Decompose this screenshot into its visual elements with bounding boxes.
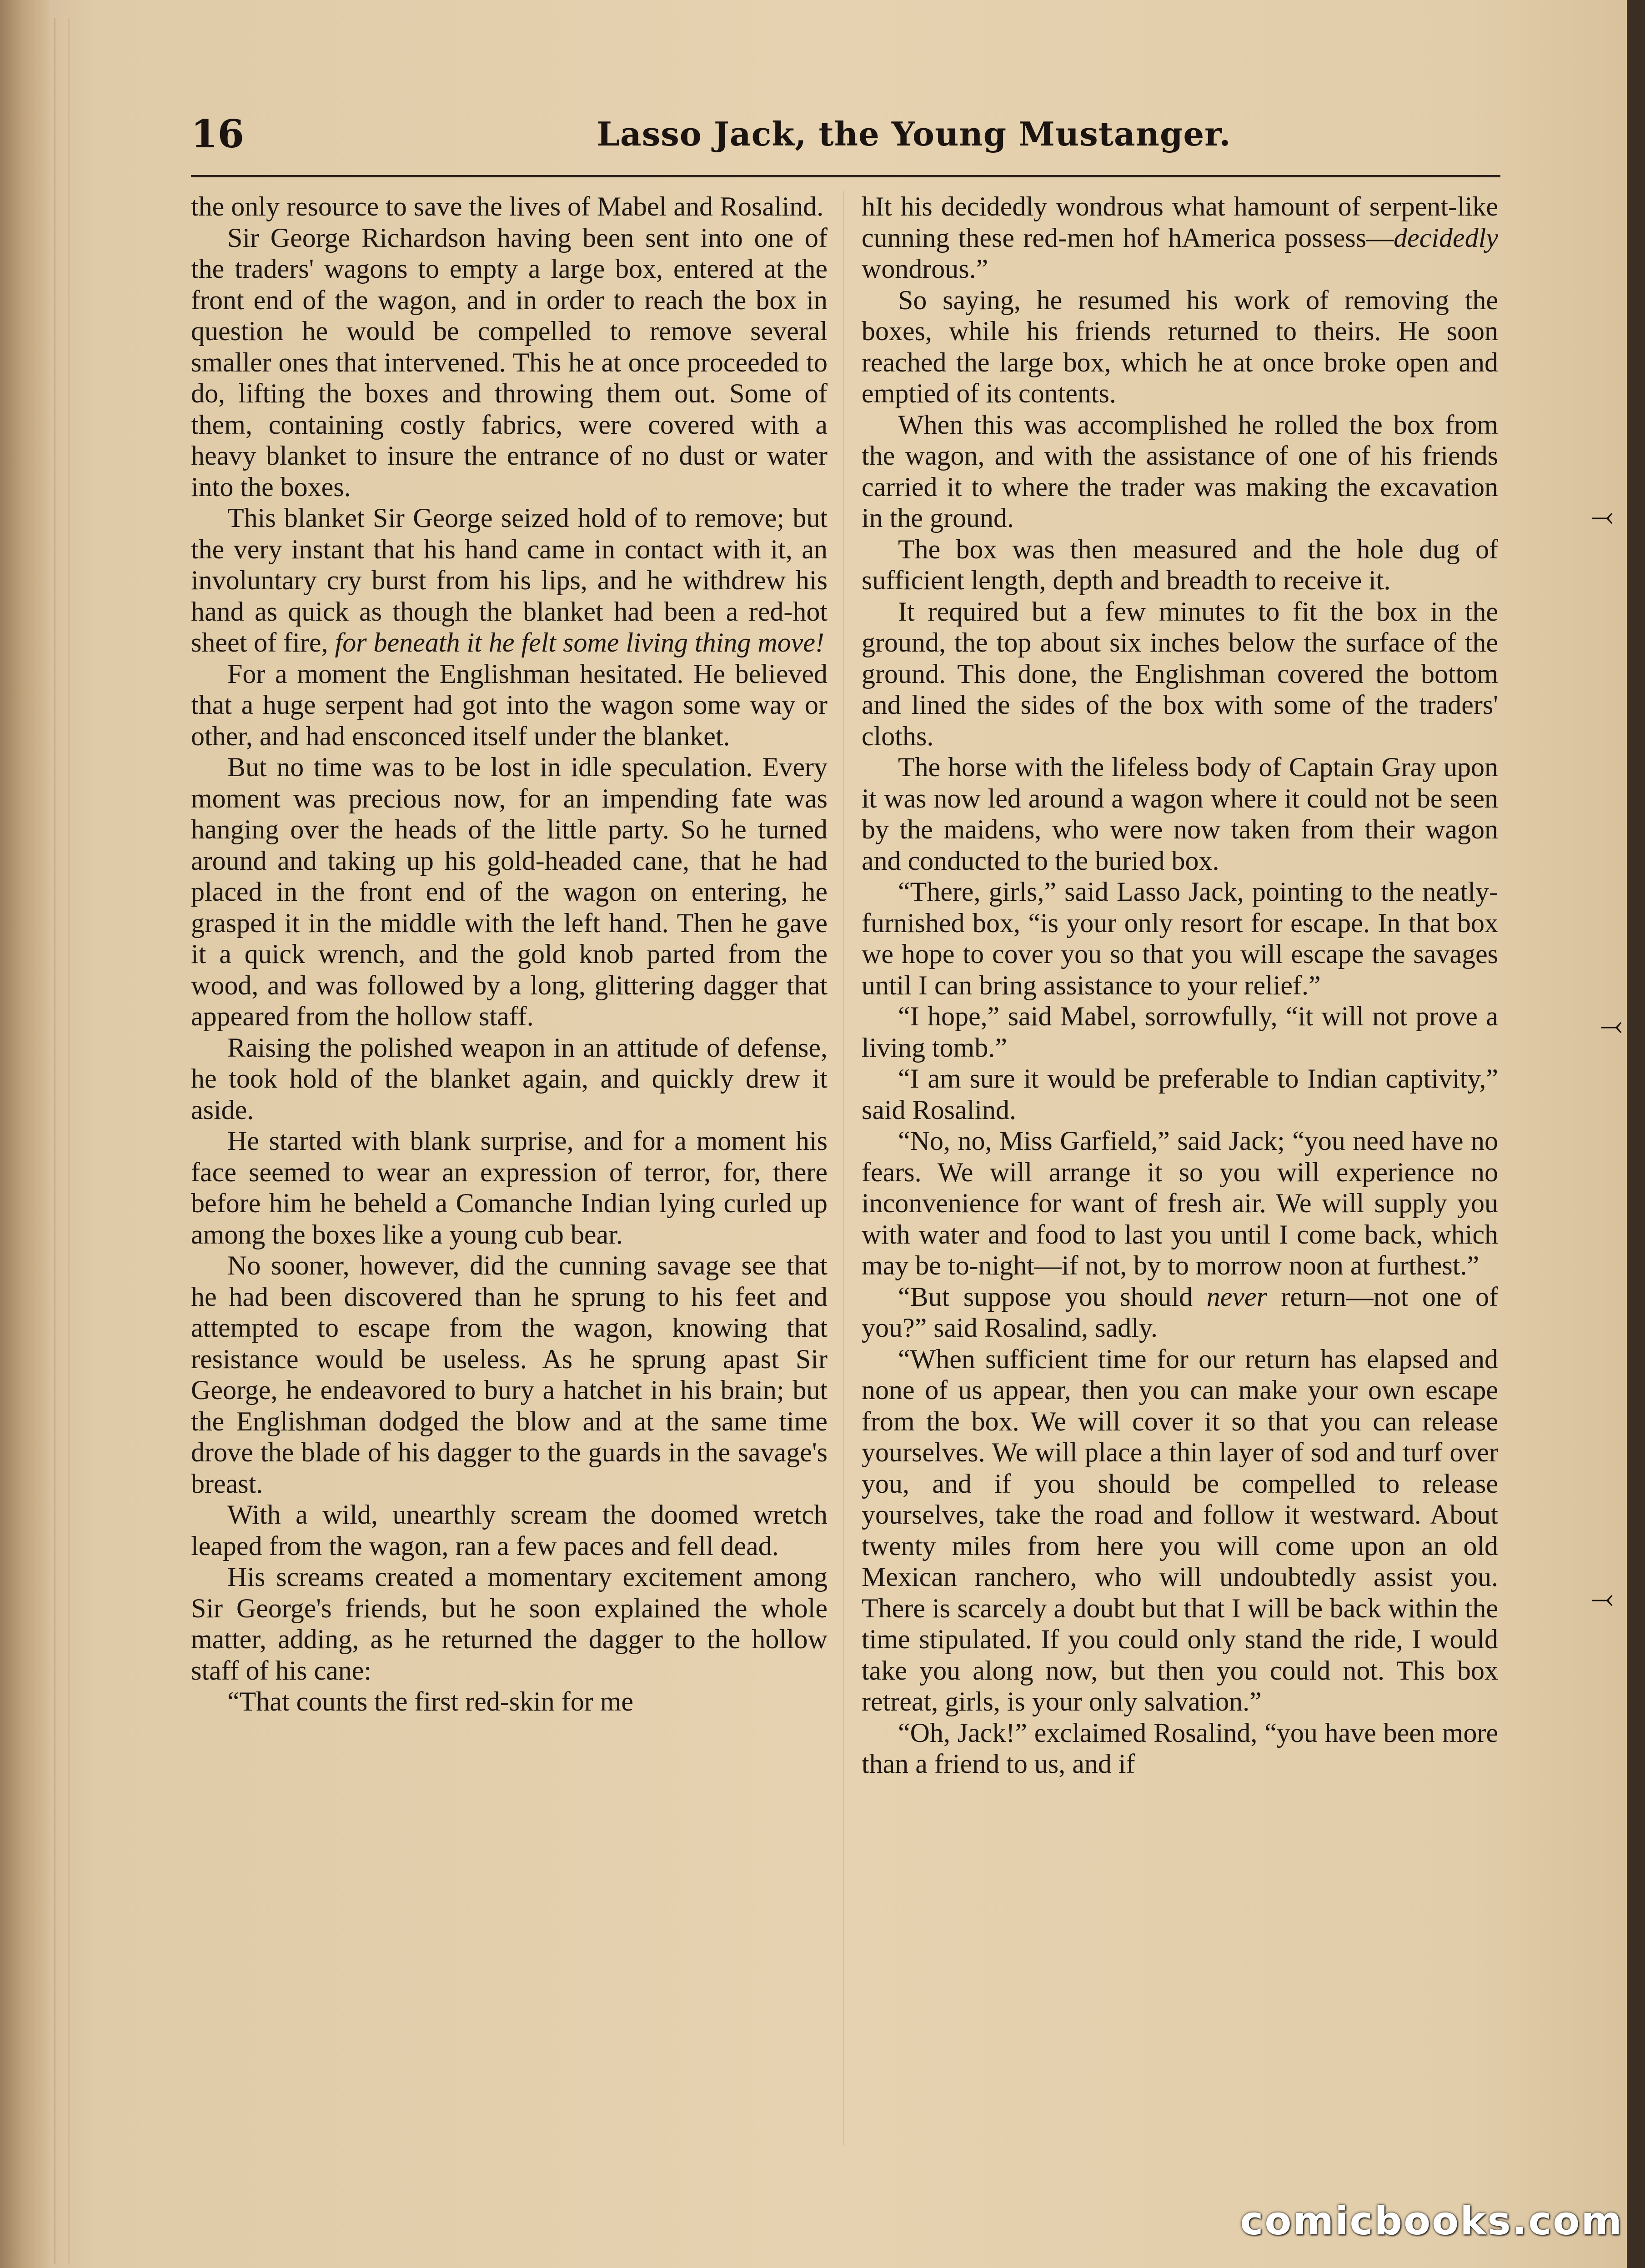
italic-emphasis: never [1206,1281,1267,1312]
page-header [191,109,1500,159]
paragraph: So saying, he resumed his work of removing the boxes, while his friends returned to theirs. He soon reached the large box, which he at once broke open and emptied of its contents. [862,285,1498,408]
paragraph-text: wondrous.” [862,254,988,284]
running-title: Lasso Jack, the Young Mustanger. [597,115,1231,153]
binding-margin [54,18,70,2264]
paragraph: For a moment the Englishman hesitated. He believed that a huge serpent had got into the wagon some way or other, and had ensconced itself under the blanket. [191,658,828,751]
paragraph: The box was then measured and the hole dug of sufficient length, depth and breadth to receive it. [862,534,1498,595]
paragraph: When this was accomplished he rolled the box from the wagon, and with the assistance of one of his friends carried it to where the trader was making the excavation in the ground. [862,409,1498,533]
italic-emphasis: decidedly [1394,222,1498,253]
paragraph [862,1281,1498,1344]
paragraph: “I am sure it would be preferable to Indian captivity,” said Rosalind. [862,1064,1498,1125]
paragraph: “That counts the first red-skin for me [227,1686,634,1716]
paragraph: “When sufficient time for our return has elapsed and none of us appear, then you can make your own escape from the box. We will cover it so that you can release yourselves. We will place a thin layer of sod and turf over you, and if you should be compelled to release yourselves, take the road and follow it westward. About twenty miles from here you will come upon an old Mexican ranchero, who will undoubtedly assist you. There is scarcely a doubt but that I will be back within the time stipulated. If you could only stand the ride, I would take you along now, but then you could not. This box retreat, girls, is your only salvation.” [862,1344,1498,1716]
paragraph-text: “But suppose you should [898,1281,1207,1312]
paragraph: the only resource to save the lives of Mabel and Rosalind. [191,191,824,221]
paragraph: “There, girls,” said Lasso Jack, pointing to the neatly-furnished box, “is your only resort for escape. In that box we hope to cover you so that you will escape the savages until I can bring assistance to your relief.” [862,877,1498,1000]
paragraph [862,191,1498,285]
page-fold-shadow [0,0,50,2268]
paragraph: No sooner, however, did the cunning savage see that he had been discovered than he sprung to his feet and attempted to escape from the wagon, knowing that resistance would be useless. As he sprung apast Sir George, he endeavored to bury a hatchet in his brain; but the Englishman dodged the blow and at the same time drove the blade of his dagger to the guards in the savage's breast. [191,1250,828,1499]
margin-pin-mark: ⤙ [1591,1582,1613,1614]
paragraph: “No, no, Miss Garfield,” said Jack; “you need have no fears. We will arrange it so you will experience no inconvenience for want of fresh air. We will supply you with water and food to last you until I come back, which may be to-night—if not, by to morrow noon at furthest.” [862,1126,1498,1280]
paragraph: The horse with the lifeless body of Captain Gray upon it was now led around a wagon where it could not be seen by the maidens, who were now taken from their wagon and conducted to the buried box. [862,752,1498,876]
paragraph-text: This blanket Sir George seized hold of to remove; but the very instant that his hand came in contact with it, an involuntary cry burst from his lips, and he withdrew his hand as quick as though the blanket had been a red-hot sheet of fire, [191,503,828,657]
watermark: comicbooks.com [1240,2198,1623,2244]
column-divider [843,191,844,2146]
left-column [191,191,828,1717]
paragraph: But no time was to be lost in idle speculation. Every moment was precious now, for an impending fate was hanging over the heads of the little party. So he turned around and taking up his gold-headed cane, that he had placed in the front end of the wagon on entering, he grasped it in the middle with the left hand. Then he gave it a quick wrench, and the gold knob parted from the wood, and was followed by a long, glittering dagger that appeared from the hollow staff. [191,752,828,1031]
margin-pin-mark: ⤙ [1600,1009,1622,1041]
margin-pin-mark: ⤙ [1591,500,1613,532]
paragraph: “I hope,” said Mabel, sorrowfully, “it will not prove a living tomb.” [862,1001,1498,1063]
page-number: 16 [191,111,244,156]
paragraph-text: return—not one of you?” said Rosalind, sadly. [862,1281,1499,1343]
paragraph: “Oh, Jack!” exclaimed Rosalind, “you have been more than a friend to us, and if [862,1717,1498,1779]
paragraph: Sir George Richardson having been sent into one of the traders' wagons to empty a large box, entered at the front end of the wagon, and in order to reach the box in question he would be compelled to remove several smaller ones that intervened. This he at once proceeded to do, lifting the boxes and throwing them out. Some of them, containing costly fabrics, were covered with a heavy blanket to insure the entrance of no dust or water into the boxes. [191,222,828,502]
paragraph: With a wild, unearthly scream the doomed wretch leaped from the wagon, ran a few paces and fell dead. [191,1500,828,1561]
paragraph [191,502,828,658]
header-rule [191,175,1500,177]
paragraph-text: hIt his decidedly wondrous what hamount of serpent-like cunning these red-men hof hAmerica possess— [862,191,1498,253]
paragraph: His screams created a momentary excitement among Sir George's friends, but he soon explained the whole matter, adding, as he returned the dagger to the hollow staff of his cane: [191,1562,828,1686]
italic-emphasis: for beneath it he felt some living thing move! [335,627,824,657]
scan-edge [1627,0,1645,2268]
paragraph: It required but a few minutes to fit the box in the ground, the top about six inches below the surface of the ground. This done, the Englishman covered the bottom and lined the sides of the box with some of the traders' cloths. [862,596,1498,751]
paragraph: He started with blank surprise, and for a moment his face seemed to wear an expression of terror, for, there before him he beheld a Comanche Indian lying curled up among the boxes like a young cub bear. [191,1126,828,1249]
right-column [862,191,1498,1780]
paragraph: Raising the polished weapon in an attitude of defense, he took hold of the blanket again, and quickly drew it aside. [191,1032,828,1125]
